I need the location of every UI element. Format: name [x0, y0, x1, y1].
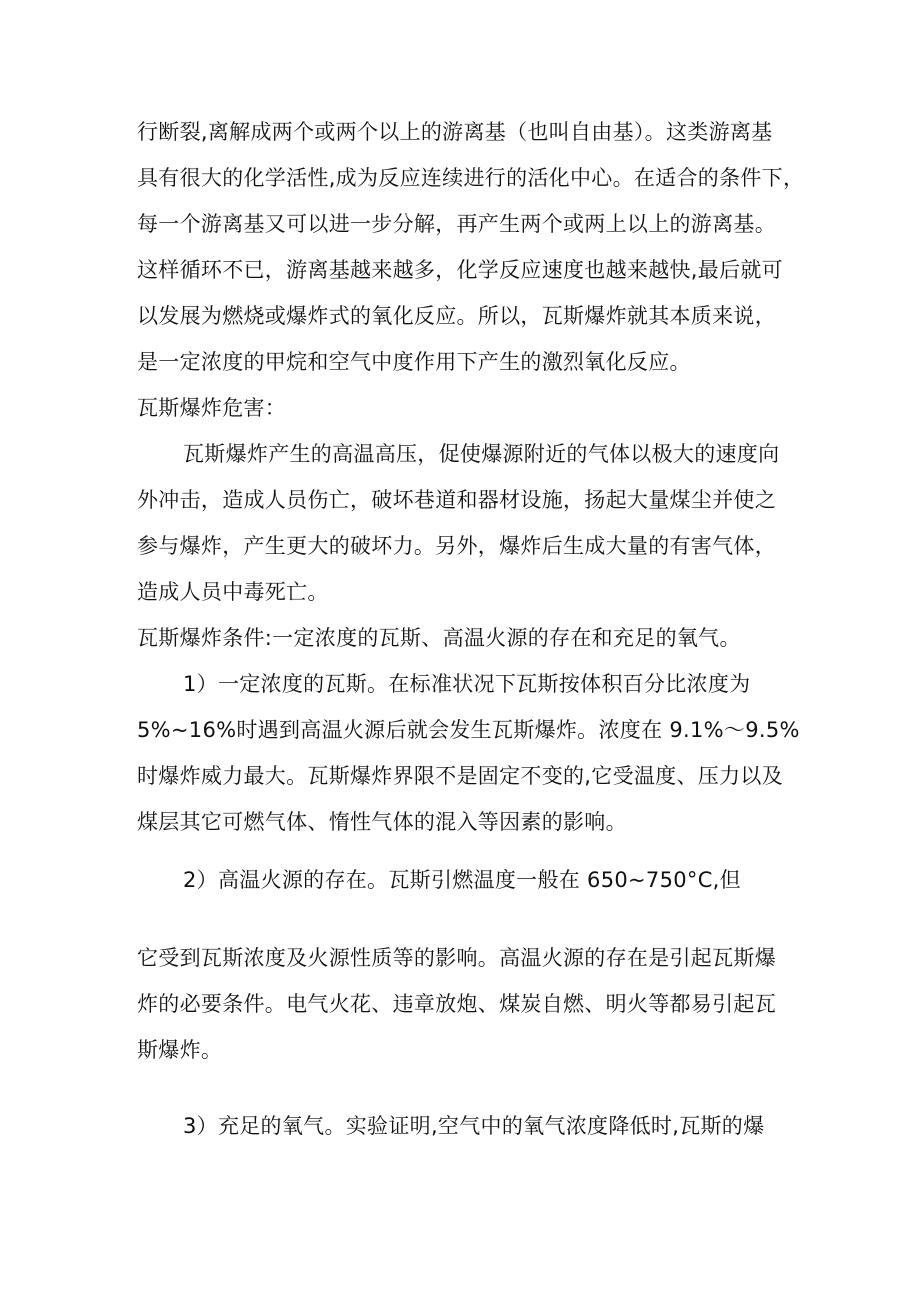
paragraph-line: 时爆炸威力最大。瓦斯爆炸界限不是固定不变的,它受温度、压力以及: [137, 764, 783, 788]
paragraph-line: 煤层其它可燃气体、惰性气体的混入等因素的影响。: [137, 810, 627, 834]
paragraph-line: 是一定浓度的甲烷和空气中度作用下产生的激烈氧化反应。: [137, 350, 691, 374]
paragraph-line: 它受到瓦斯浓度及火源性质等的影响。高温火源的存在是引起瓦斯爆: [137, 946, 776, 970]
paragraph-line: 具有很大的化学活性,成为反应连续进行的活化中心。在适合的条件下，: [137, 166, 805, 190]
paragraph-line: 瓦斯爆炸产生的高温高压，促使爆源附近的气体以极大的速度向: [183, 442, 780, 466]
paragraph-line: 行断裂,离解成两个或两个以上的游离基（也叫自由基）。这类游离基: [137, 120, 773, 144]
paragraph-line: 造成人员中毒死亡。: [137, 580, 329, 604]
paragraph-line: 这样循环不已，游离基越来越多，化学反应速度也越来越快,最后就可: [137, 258, 783, 282]
paragraph-line: 参与爆炸，产生更大的破坏力。另外，爆炸后生成大量的有害气体，: [137, 534, 776, 558]
section-heading: 瓦斯爆炸危害：: [137, 396, 287, 420]
list-item-line: 2）高温火源的存在。瓦斯引燃温度一般在 650~750°C,但: [183, 868, 741, 892]
list-item-line: 1）一定浓度的瓦斯。在标准状况下瓦斯按体积百分比浓度为: [183, 672, 751, 696]
paragraph-line: 外冲击，造成人员伤亡，破坏巷道和器材设施，扬起大量煤尘并使之: [137, 488, 776, 512]
list-item-line: 3）充足的氧气。实验证明,空气中的氧气浓度降低时,瓦斯的爆: [183, 1114, 765, 1138]
paragraph-line: 5%~16%时遇到高温火源后就会发生瓦斯爆炸。浓度在 9.1%～9.5%: [137, 718, 800, 742]
paragraph-line: 斯爆炸。: [137, 1038, 223, 1062]
paragraph-line: 以发展为燃烧或爆炸式的氧化反应。所以，瓦斯爆炸就其本质来说，: [137, 304, 776, 328]
paragraph-line: 每一个游离基又可以进一步分解，再产生两个或两上以上的游离基。: [137, 212, 776, 236]
paragraph-line: 炸的必要条件。电气火花、违章放炮、煤炭自燃、明火等都易引起瓦: [137, 992, 776, 1016]
section-heading: 瓦斯爆炸条件:一定浓度的瓦斯、高温火源的存在和充足的氧气。: [137, 626, 741, 650]
